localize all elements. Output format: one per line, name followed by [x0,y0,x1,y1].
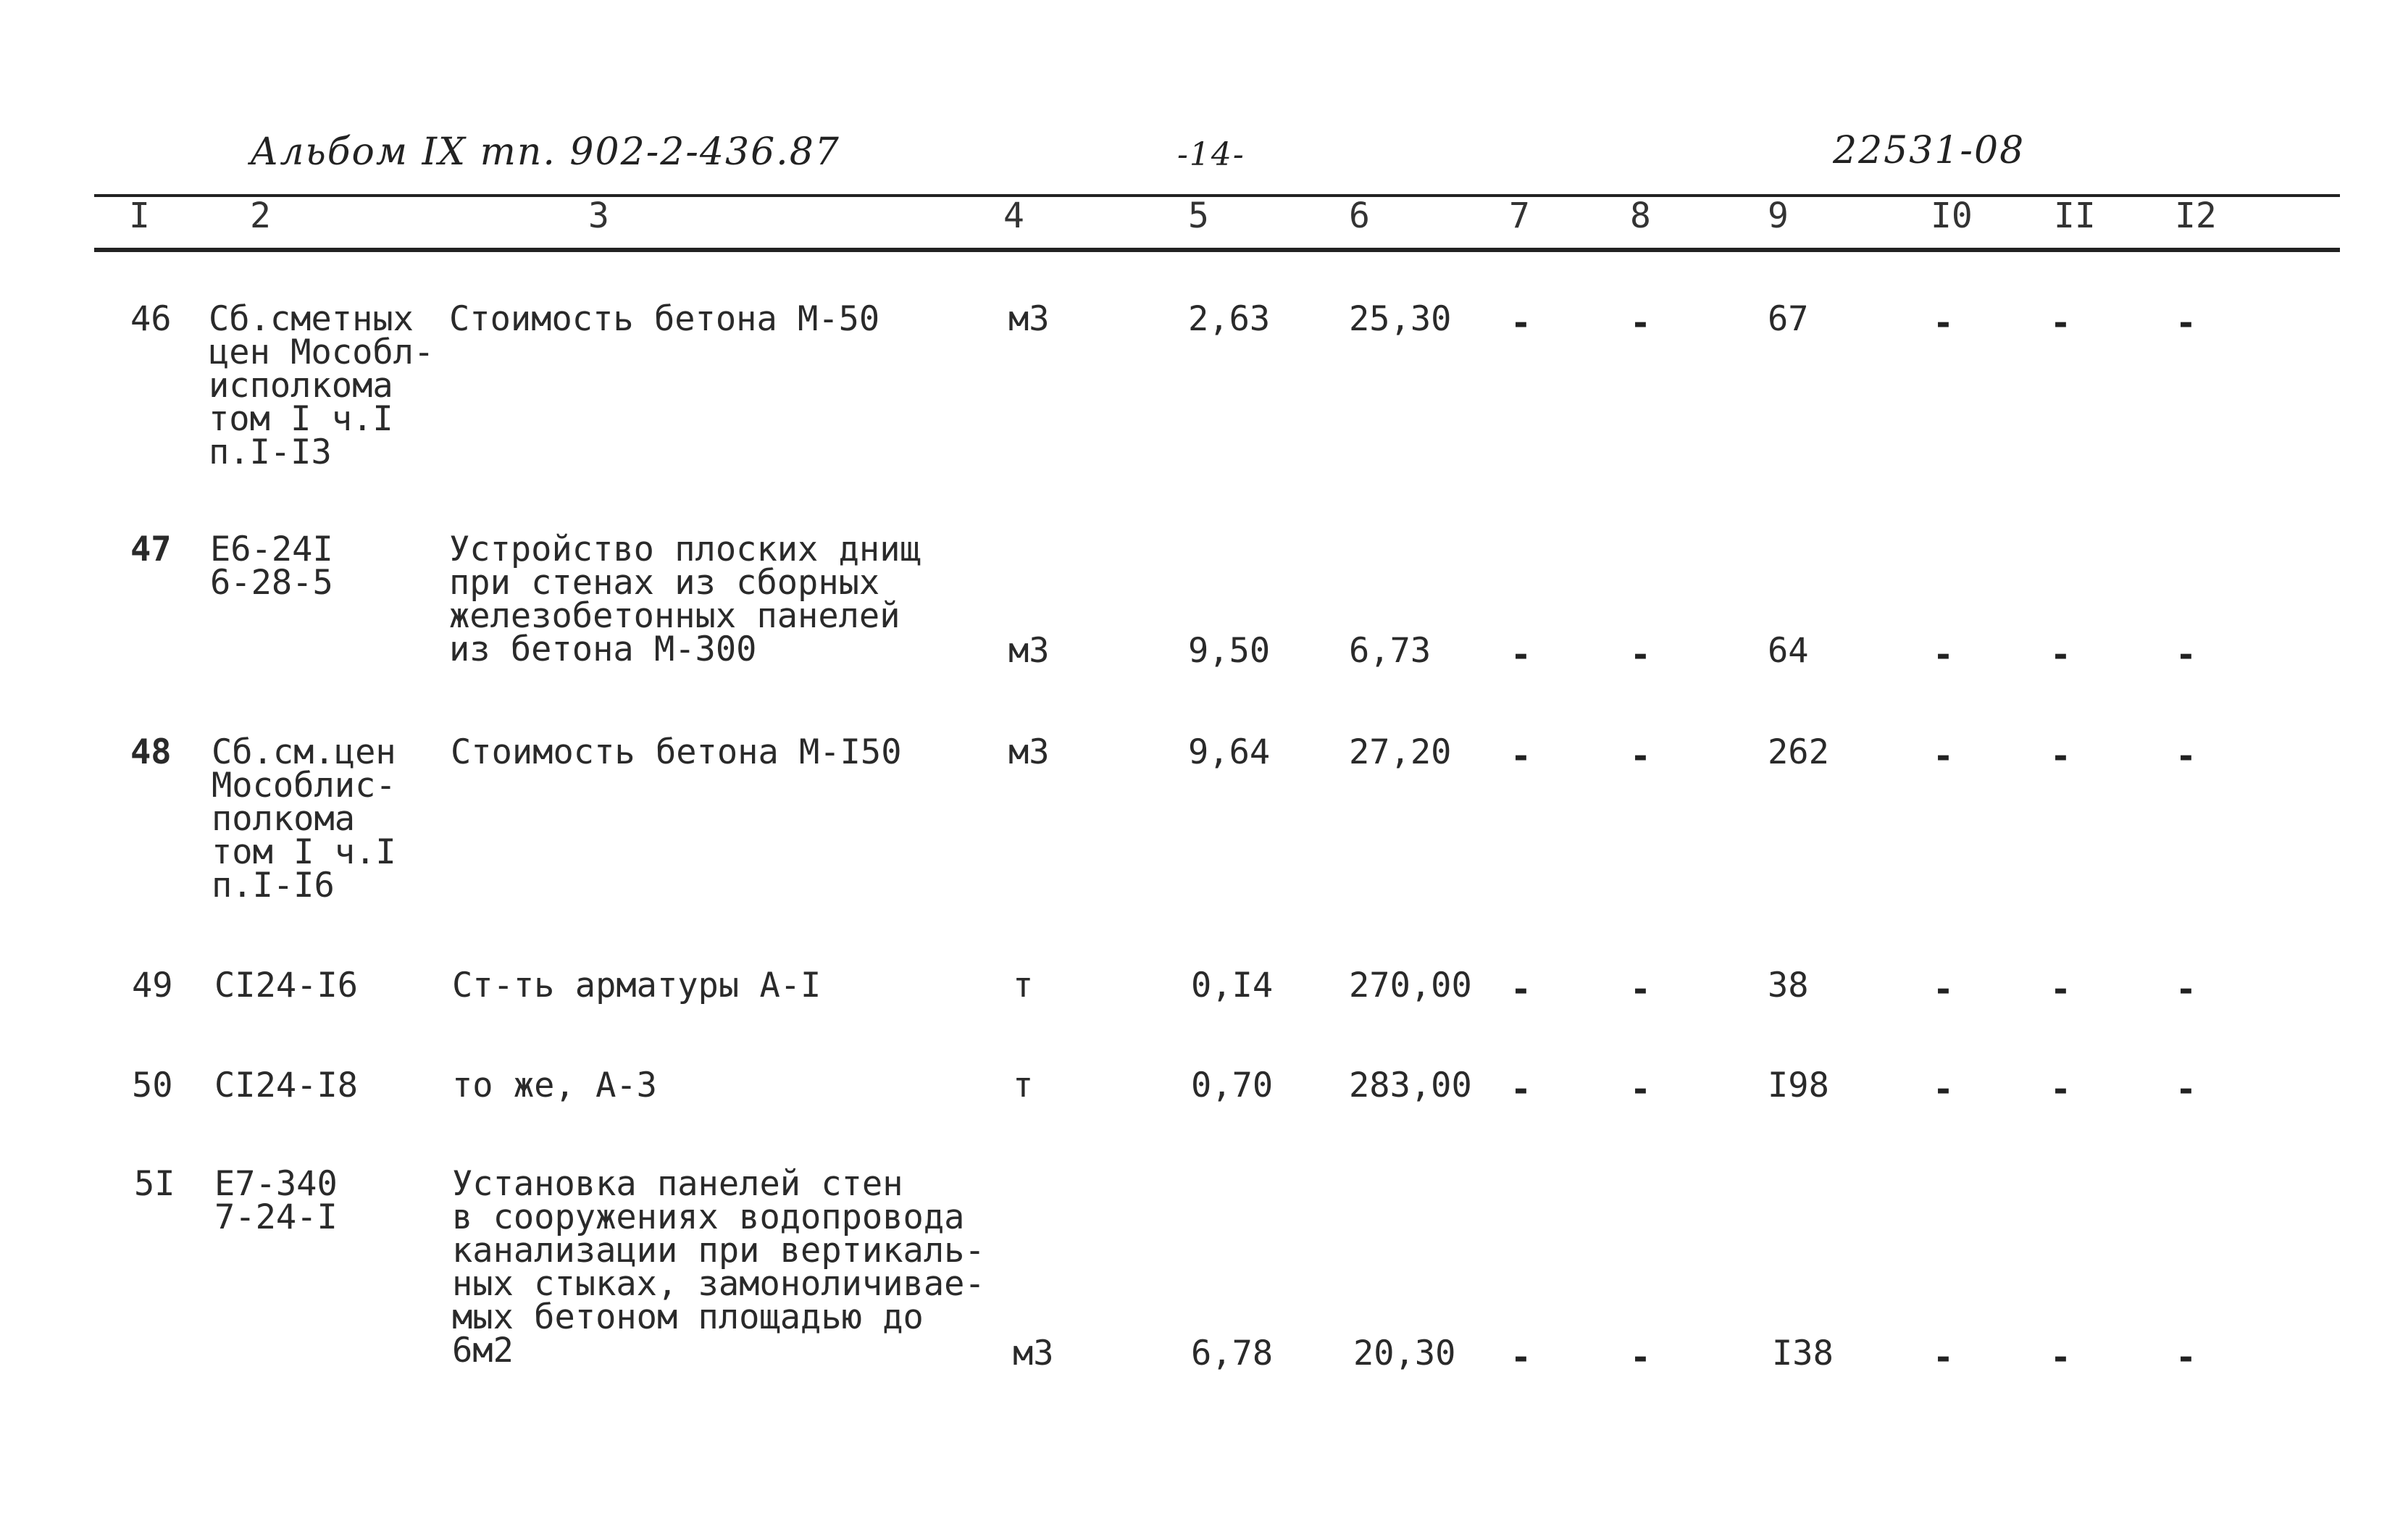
column-number-12: I2 [2175,196,2217,236]
row-number: 46 [130,299,172,339]
column-number-6: 6 [1349,196,1370,236]
work-name: то же, А-3 [452,1066,657,1105]
col11-value: - [2050,1337,2071,1378]
column-number-8: 8 [1630,196,1651,236]
col8-value: - [1630,736,1651,777]
work-name: Ст-ть арматуры А-I [452,966,822,1005]
column-number-3: 3 [588,196,609,236]
unit: м3 [1008,299,1050,339]
header-top-rule [94,194,2340,197]
col12-value: - [2175,969,2197,1010]
col7-value: - [1510,635,1531,675]
column-number-2: 2 [250,196,271,236]
col7-value: - [1510,303,1531,343]
col7-value: - [1510,1337,1531,1378]
col7-value: - [1510,736,1531,777]
row-number: 50 [132,1066,173,1105]
quantity: 6,78 [1191,1334,1274,1373]
document-code: 22531-08 [1833,129,2026,172]
col10-value: - [1933,303,1954,343]
header-bottom-rule [94,248,2340,252]
col8-value: - [1630,635,1651,675]
unit: м3 [1008,732,1050,772]
row-number: 48 [130,732,172,772]
col10-value: - [1933,1069,1954,1110]
album-reference: Альбом IX тп. 902-2-436.87 [250,130,840,174]
column-number-4: 4 [1003,196,1024,236]
column-number-7: 7 [1509,196,1530,236]
col12-value: - [2175,1337,2197,1378]
row-number: 49 [132,966,173,1005]
work-name: Установка панелей стен в сооружениях водопровода канализации при вертикаль- ных стыках, замоноличивае- мых бетоном площадью до 6м2 [452,1164,985,1370]
col11-value: - [2050,969,2071,1010]
unit-price: 27,20 [1349,732,1452,772]
norm-code: Е7-340 7-24-I [214,1164,338,1237]
unit-price: 20,30 [1353,1334,1456,1373]
col11-value: - [2050,736,2071,777]
total-cost: 262 [1768,732,1829,772]
unit: м3 [1013,1334,1054,1373]
norm-code: СI24-I6 [214,966,359,1005]
col12-value: - [2175,1069,2197,1110]
column-number-1: I [129,196,150,236]
col11-value: - [2050,303,2071,343]
col7-value: - [1510,969,1531,1010]
col10-value: - [1933,635,1954,675]
unit-price: 6,73 [1349,631,1431,671]
column-number-9: 9 [1768,196,1789,236]
col12-value: - [2175,635,2197,675]
work-name: Стоимость бетона М-I50 [451,732,902,772]
quantity: 0,I4 [1191,966,1274,1005]
column-number-11: II [2054,196,2096,236]
col8-value: - [1630,303,1651,343]
col11-value: - [2050,635,2071,675]
total-cost: 67 [1768,299,1809,339]
norm-code: Сб.сметных цен Мособл- исполкома том I ч.I п.I-I3 [209,299,435,472]
unit: т [1013,1066,1034,1105]
column-number-5: 5 [1188,196,1209,236]
total-cost: 38 [1768,966,1809,1005]
column-number-10: I0 [1931,196,1973,236]
col10-value: - [1933,736,1954,777]
col10-value: - [1933,969,1954,1010]
col11-value: - [2050,1069,2071,1110]
col8-value: - [1630,1337,1651,1378]
row-number: 5I [134,1164,175,1204]
page-number: -14- [1177,136,1245,173]
work-name: Стоимость бетона М-50 [449,299,880,339]
col12-value: - [2175,303,2197,343]
quantity: 9,50 [1188,631,1271,671]
unit-price: 270,00 [1349,966,1472,1005]
quantity: 0,70 [1191,1066,1274,1105]
col10-value: - [1933,1337,1954,1378]
row-number: 47 [130,530,172,569]
norm-code: Е6-24I 6-28-5 [210,530,333,603]
unit: м3 [1008,631,1050,671]
col7-value: - [1510,1069,1531,1110]
norm-code: СI24-I8 [214,1066,359,1105]
work-name: Устройство плоских днищ при стенах из сборных железобетонных панелей из бетона М-300 [449,530,921,669]
col8-value: - [1630,1069,1651,1110]
unit: т [1013,966,1034,1005]
unit-price: 25,30 [1349,299,1452,339]
col12-value: - [2175,736,2197,777]
total-cost: I38 [1772,1334,1834,1373]
quantity: 2,63 [1188,299,1271,339]
unit-price: 283,00 [1349,1066,1472,1105]
norm-code: Сб.см.цен Мособлис- полкома том I ч.I п.I-I6 [212,732,396,905]
total-cost: 64 [1768,631,1809,671]
col8-value: - [1630,969,1651,1010]
quantity: 9,64 [1188,732,1271,772]
total-cost: I98 [1768,1066,1829,1105]
